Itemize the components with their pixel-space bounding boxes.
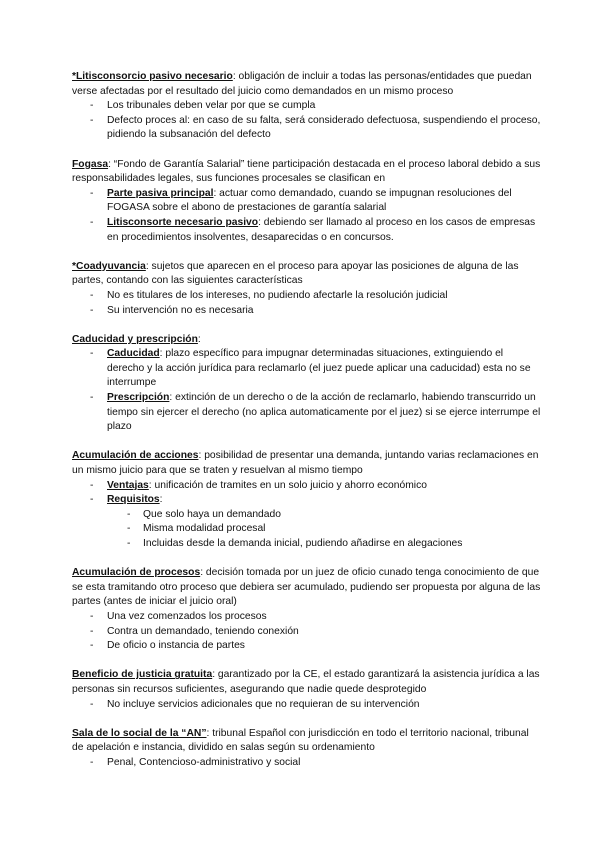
item-term: Requisitos <box>107 494 160 506</box>
list-item: - Los tribunales deben velar por que se cumpla <box>72 99 542 114</box>
section-title: Sala de lo social de la “AN” <box>72 727 207 739</box>
item-term: Prescripción <box>107 392 170 404</box>
section-title: *Coadyuvancia <box>72 260 146 272</box>
sub-list-item: - Misma modalidad procesal <box>72 522 542 537</box>
list-item: - De oficio o instancia de partes <box>72 639 542 654</box>
bullet-list <box>72 610 542 654</box>
list-item: - No es titulares de los intereses, no pudiendo afectarle la resolución judicial <box>72 289 542 304</box>
bullet-list <box>72 479 542 552</box>
section-paragraph <box>72 668 542 697</box>
section-acumulacion-acciones <box>72 449 542 551</box>
bullet-list <box>72 99 542 143</box>
section-body: : decisión tomada por un juez de oficio cunado tenga conocimiento de que se esta tramitando otro proceso que debiera ser acumulado, pudiendo ser propuesta por alguna de las partes (antes de iniciar el juicio oral) <box>72 567 541 608</box>
item-term: Caducidad <box>107 348 160 360</box>
section-body: : sujetos que aparecen en el proceso para apoyar las posiciones de alguna de las partes, contando con las siguientes características <box>72 260 519 287</box>
item-text: : debiendo ser llamado al proceso en los casos de empresas en procedimientos insolventes, desaparecidas o en concursos. <box>107 216 536 243</box>
item-text: : plazo específico para impugnar determinadas situaciones, extinguiendo el derecho y la acción jurídica para reclamarlo (el juez puede aplicar una caducidad) esta no se interrumpe <box>107 348 531 389</box>
section-caducidad <box>72 333 542 435</box>
section-title: Fogasa <box>72 158 109 170</box>
section-litisconsorcio <box>72 70 542 143</box>
document-page <box>72 70 542 785</box>
list-item: - Penal, Contencioso-administrativo y social <box>72 756 542 771</box>
sub-bullet-list <box>107 508 542 552</box>
item-term: Litisconsorte necesario pasivo <box>107 216 259 228</box>
list-item: - Su intervención no es necesaria <box>72 304 542 319</box>
section-body: : posibilidad de presentar una demanda, juntando varias reclamaciones en un mismo juicio para que se traten y resuelvan al mismo tiempo <box>72 450 539 477</box>
section-paragraph <box>72 158 542 187</box>
list-item <box>72 187 542 216</box>
sub-list-item: - Incluidas desde la demanda inicial, pudiendo añadirse en alegaciones <box>72 537 542 552</box>
section-sala-social-an <box>72 727 542 771</box>
list-item: - Una vez comenzados los procesos <box>72 610 542 625</box>
section-paragraph <box>72 70 542 99</box>
bullet-list <box>72 187 542 245</box>
list-item <box>72 391 542 435</box>
section-title: *Litisconsorcio pasivo necesario <box>72 71 233 82</box>
section-title: Acumulación de procesos <box>72 567 201 579</box>
list-item <box>72 479 542 494</box>
item-term: Parte pasiva principal <box>107 187 214 199</box>
list-item: - Defecto proces al: en caso de su falta, será considerado defectuosa, suspendiendo el proceso, pidiendo la subsanación del defecto <box>72 114 542 143</box>
item-text: : actuar como demandado, cuando se impugnan resoluciones del FOGASA sobre el abono de prestaciones de garantía salarial <box>107 187 512 214</box>
bullet-list <box>72 289 542 318</box>
list-item <box>72 493 542 551</box>
list-item: - Contra un demandado, teniendo conexión <box>72 625 542 640</box>
section-body: : obligación de incluir a todas las personas/entidades que puedan verse afectadas por el resultado del juicio como demandados en un mismo proceso <box>72 71 532 97</box>
sub-list-item: - Que solo haya un demandado <box>72 508 542 523</box>
section-coadyuvancia <box>72 260 542 318</box>
section-paragraph <box>72 449 542 478</box>
list-item: - No incluye servicios adicionales que no requieran de su intervención <box>72 698 542 713</box>
list-item <box>72 347 542 391</box>
section-title: Caducidad y prescripción <box>72 333 198 345</box>
item-text: : <box>159 494 163 506</box>
section-paragraph <box>72 260 542 289</box>
section-paragraph <box>72 566 542 610</box>
section-body: : <box>197 333 201 345</box>
list-item <box>72 216 542 245</box>
section-title: Acumulación de acciones <box>72 450 199 462</box>
section-paragraph <box>72 727 542 756</box>
section-body: : “Fondo de Garantía Salarial” tiene participación destacada en el proceso laboral debido a sus responsabilidades legales, sus funciones procesales se clasifican en <box>72 158 541 185</box>
section-fogasa <box>72 158 542 246</box>
bullet-list <box>72 756 542 771</box>
item-text: : extinción de un derecho o de la acción de reclamarlo, habiendo transcurrido un tiempo sin ejercer el derecho (no aplica automaticamente por el juez) si se ejerce interrumpe el plazo <box>107 392 541 433</box>
section-body: : tribunal Español con jurisdicción en todo el territorio nacional, tribunal de apelación e instancia, dividido en salas según su ordenamiento <box>72 727 529 754</box>
section-acumulacion-procesos <box>72 566 542 654</box>
item-text: : unificación de tramites en un solo juicio y ahorro económico <box>148 479 427 491</box>
section-title: Beneficio de justicia gratuita <box>72 669 213 681</box>
section-paragraph <box>72 333 542 348</box>
bullet-list <box>72 347 542 435</box>
bullet-list <box>72 698 542 713</box>
section-justicia-gratuita <box>72 668 542 712</box>
item-term: Ventajas <box>107 479 149 491</box>
section-body: : garantizado por la CE, el estado garantizará la asistencia jurídica a las personas sin recursos suficientes, asegurando que nadie quede desprotegido <box>72 669 540 695</box>
